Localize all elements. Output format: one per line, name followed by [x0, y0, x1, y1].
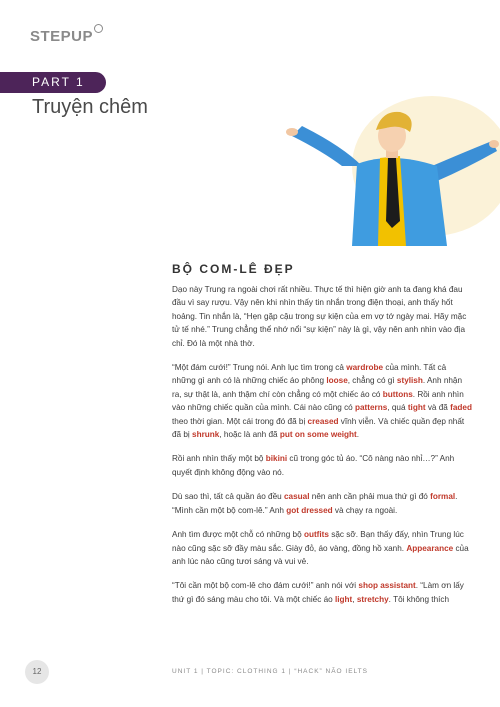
- part-label: PART 1: [32, 75, 85, 89]
- section-title: Truyện chêm: [32, 96, 148, 118]
- story-text: “Một đám cưới!” Trung nói. Anh lục tìm trong cả: [172, 363, 347, 373]
- vocab-keyword: buttons: [382, 389, 413, 399]
- story-text: . Anh nhận ra, sự thật là, anh thậm chí còn chẳng có một chiếc áo có: [172, 376, 463, 399]
- footer-text: UNIT 1 | TOPIC: CLOTHING 1 | “HACK” NÃO IELTS: [172, 668, 368, 675]
- story-text: cũ trong góc tủ áo. “Cô nàng nào nhỉ…?” Anh quyết định không động vào nó.: [172, 454, 455, 477]
- story-paragraph: [172, 490, 472, 517]
- vocab-keyword: patterns: [355, 403, 388, 413]
- vocab-keyword: shop assistant: [358, 581, 416, 591]
- story-text: và chạy ra ngoài.: [332, 505, 398, 515]
- story-text: theo thời gian. Một cái trong đó đã bị: [172, 416, 308, 426]
- vocab-keyword: creased: [307, 416, 339, 426]
- story-text: . “Làm ơn lấy thứ gì đó sáng màu cho tôi. Và một chiếc áo: [172, 581, 464, 604]
- story-paragraph: [172, 452, 472, 479]
- page-number: 12: [25, 660, 49, 684]
- part-banner: [0, 72, 106, 93]
- story-text: . “Mình cần một bộ com-lê.” Anh: [172, 492, 458, 515]
- stepup-logo: STEPUP: [30, 28, 103, 45]
- story-text: Rồi anh nhìn thấy một bộ: [172, 454, 266, 464]
- story-text: của mình. Tất cả những gì anh có là những chiếc áo phông: [172, 363, 447, 386]
- story-text: . Rồi anh nhìn vào những chiếc quần của mình. Cái nào cũng có: [172, 389, 464, 413]
- story-text: Dạo này Trung ra ngoài chơi rất nhiều. Thực tế thì hiện giờ anh ta đang khá đau đầu vì say rượu. Vậy nên khi nhìn thấy tin nhắn trong điện thoại, anh thấy hốt hoảng. Tin nhắn là, “Hẹn gặp cậu trong sự kiện của em vợ tớ ngày mai. Hãy mặc tử tế nhé.” Trung chẳng thể nhớ nổi “sự kiện” này là gì, vậy nên anh nhìn vào địa chỉ. Đó là một nhà thờ.: [172, 285, 467, 348]
- vocab-keyword: bikini: [265, 454, 288, 464]
- story-text: Anh tìm được một chỗ có những bộ: [172, 530, 304, 540]
- story-paragraph: [172, 361, 472, 441]
- vocab-keyword: loose: [326, 376, 348, 386]
- logo-plus-icon: [94, 24, 103, 33]
- cheering-man-illustration: [282, 96, 500, 246]
- story-text: “Tôi cần một bộ com-lê cho đám cưới!” anh nói với: [172, 581, 359, 591]
- vocab-keyword: light: [334, 594, 353, 604]
- story-paragraph: [172, 528, 472, 568]
- vocab-keyword: stylish: [396, 376, 423, 386]
- vocab-keyword: outfits: [303, 530, 329, 540]
- story-text: , hoặc là anh đã: [219, 430, 280, 440]
- story-text: , quá: [387, 403, 408, 413]
- story-title: BỘ COM-LÊ ĐẸP: [172, 262, 295, 276]
- vocab-keyword: got dressed: [286, 505, 333, 515]
- vocab-keyword: casual: [283, 492, 310, 502]
- story-text: vĩnh viễn. Và chiếc quần đẹp nhất đã bị: [172, 416, 465, 440]
- vocab-keyword: stretchy: [356, 594, 389, 604]
- story-paragraph: [172, 283, 472, 350]
- story-body: [172, 283, 472, 617]
- vocab-keyword: put on some weight: [279, 430, 357, 440]
- vocab-keyword: Appearance: [406, 543, 454, 553]
- vocab-keyword: tight: [407, 403, 426, 413]
- vocab-keyword: formal: [430, 492, 456, 502]
- story-text: .: [356, 430, 360, 440]
- vocab-keyword: wardrobe: [346, 363, 384, 373]
- story-text: và đã: [425, 403, 451, 413]
- story-text: Dù sao thì, tất cả quần áo đều: [172, 492, 284, 502]
- story-text: . Tôi không thích: [388, 594, 450, 604]
- vocab-keyword: shrunk: [192, 430, 220, 440]
- story-text: sặc sỡ. Bạn thấy đấy, nhìn Trung lúc nào cũng sặc sỡ đầy màu sắc. Giày đỏ, áo vàng, đồng hồ xanh.: [172, 530, 464, 553]
- story-text: , chẳng có gì: [347, 376, 397, 386]
- vocab-keyword: faded: [450, 403, 472, 413]
- story-text: ,: [352, 594, 357, 604]
- story-text: của anh lúc nào cũng tươi sáng và vui vẻ.: [172, 543, 469, 566]
- story-text: nên anh cần phải mua thứ gì đó: [309, 492, 431, 502]
- story-paragraph: [172, 579, 472, 606]
